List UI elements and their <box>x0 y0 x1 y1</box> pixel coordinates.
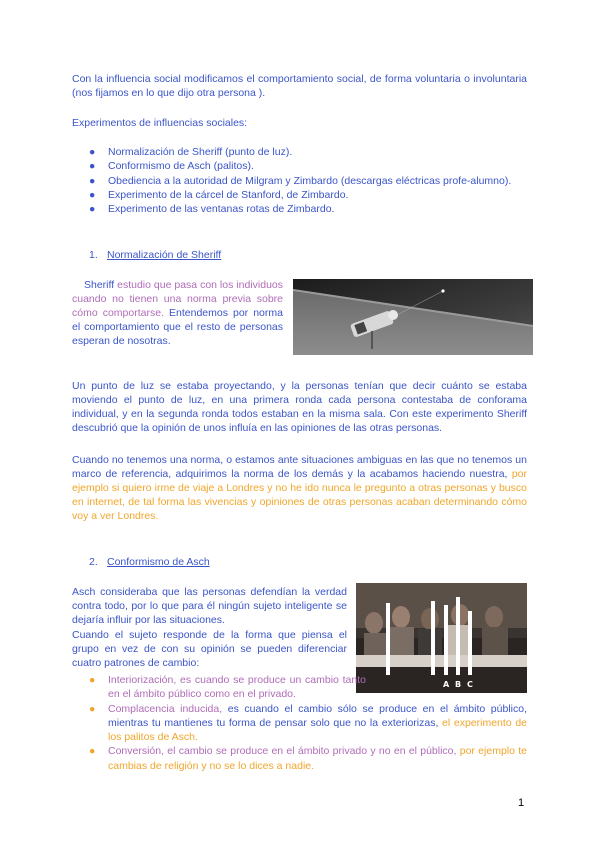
list-item: ● Interiorización, es cuando se produce un cambio tanto en el ámbito público como en el privado. <box>89 674 366 701</box>
list-item: ● Experimento de las ventanas rotas de Zimbardo. <box>89 203 335 216</box>
list-item: ● Conformismo de Asch (palitos). <box>89 160 254 173</box>
bullet-icon: ● <box>89 745 96 758</box>
bullet-icon: ● <box>89 160 96 173</box>
bullet-icon: ● <box>89 174 96 187</box>
bullet-icon: ● <box>89 188 96 201</box>
section-number: 2. <box>89 556 98 568</box>
sheriff-definition: Sheriff estudio que pasa con los individuos cuando no tienen una norma previa sobre cómo comportarse. Entendemos por norma el comportamiento que el resto de personas esperan de nosotras. <box>72 279 283 347</box>
sheriff-experiment-description: Un punto de luz se estaba proyectando, y la personas tenían que decir cuánto se estaba moviendo el punto de luz, en una primera ronda cada persona contestaba de conforama individual, y en la segunda ronda todos estaban en la misma sala. Con este experimento Sheriff descubrió que la opinión de unos influía en las opiniones de las otras personas. <box>72 380 527 434</box>
experiments-title: Experimentos de influencias sociales: <box>72 117 248 129</box>
sheriff-experiment-photo <box>293 279 533 355</box>
list-item: ● Conversión, el cambio se produce en el ámbito privado y no en el público, por ejemplo te cambias de religión y no se lo dices a nadie. <box>89 745 527 772</box>
experiments-list <box>89 145 527 216</box>
bullet-icon: ● <box>89 203 96 216</box>
page-number: 1 <box>518 797 525 809</box>
list-item: ● Complacencia inducida, es cuando el cambio sólo se produce en el ámbito público, mientras tu mantienes tu forma de pensar solo que no la exteriorizas, el experimento de los palitos de Asch. <box>89 702 527 744</box>
section-title: Normalización de Sheriff <box>107 249 222 261</box>
intro-paragraph: Con la influencia social modificamos el comportamiento social, de forma voluntaria o involuntaria (nos fijamos en lo que dijo otra persona ). <box>72 73 527 99</box>
asch-intro-patterns: Cuando el sujeto responde de la forma que piensa el grupo en vez de con su opinión se pueden diferenciar cuatro patrones de cambio: <box>72 629 347 669</box>
change-patterns-list <box>89 673 527 773</box>
bullet-icon: ● <box>89 146 96 158</box>
section-1-heading <box>89 249 221 261</box>
photo-label-a: A <box>443 680 450 689</box>
sheriff-conclusion: Cuando no tenemos una norma, o estamos ante situaciones ambiguas en las que no tenemos un marco de referencia, adquirimos la norma de los demás y la acabamos haciendo nuestra, por ejemplo si quiero irme de viaje a Londres y no he ido nunca le pregunto a otras personas y busco en internet, de tal forma las vivencias y opiniones de otras personas acaban determinando cómo voy a ver Londres. <box>72 454 528 522</box>
section-2-heading <box>89 556 210 568</box>
bullet-icon: ● <box>89 702 96 715</box>
list-item: ● Obediencia a la autoridad de Milgram y Zimbardo (descargas eléctricas profe-alumno). <box>89 174 512 187</box>
section-number: 1. <box>89 249 98 261</box>
section-title: Conformismo de Asch <box>107 556 210 568</box>
list-item: ● Experimento de la cárcel de Stanford, de Zimbardo. <box>89 188 349 201</box>
asch-belief: Asch consideraba que las personas defendían la verdad contra todo, por lo que para él ningún sujeto inteligente se dejaría influir por las situaciones. <box>72 586 347 626</box>
bullet-icon: ● <box>89 674 96 686</box>
list-item: ● Normalización de Sheriff (punto de luz). <box>89 146 293 158</box>
photo-label-b: B <box>455 680 462 689</box>
photo-label-c: C <box>467 680 473 689</box>
